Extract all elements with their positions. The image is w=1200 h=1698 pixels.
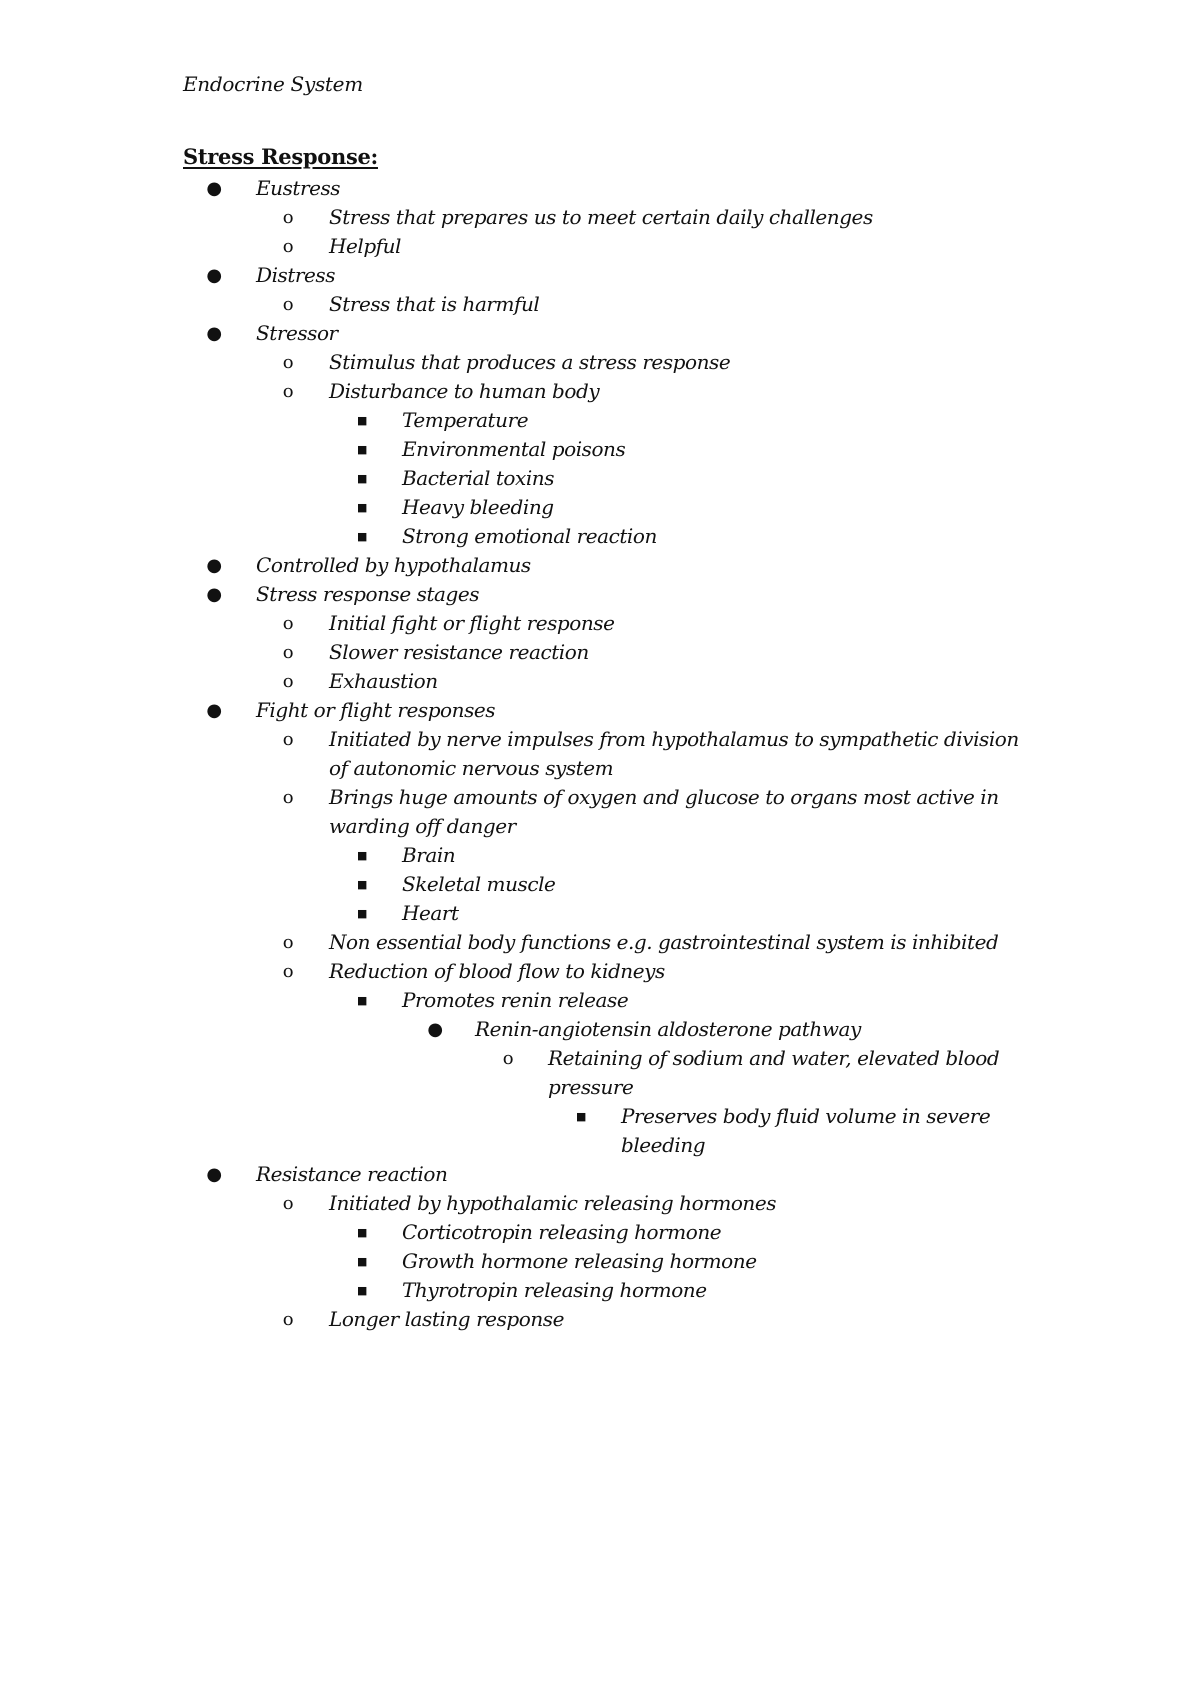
list-item-text: Skeletal muscle	[402, 872, 556, 896]
bullet-circle-icon: o	[282, 642, 294, 663]
list-item	[282, 1189, 1030, 1218]
list-item-text: Disturbance to human body	[329, 379, 600, 403]
list-item	[357, 841, 1030, 870]
list-item	[282, 609, 1030, 638]
list-item-text: Non essential body functions e.g. gastrointestinal system is inhibited	[329, 930, 999, 954]
list-item	[206, 319, 1030, 348]
bullet-circle-icon: o	[282, 381, 294, 402]
list-item-text: Brings huge amounts of oxygen and glucose to organs most active in warding off danger	[329, 785, 999, 838]
list-item-text: Initiated by nerve impulses from hypothalamus to sympathetic division of autonomic nervous system	[329, 727, 1019, 780]
bullet-circle-icon: o	[282, 613, 294, 634]
list-item	[282, 783, 1030, 841]
bullet-dot-icon: ●	[206, 700, 222, 721]
list-item-text: Promotes renin release	[402, 988, 629, 1012]
list-item-text: Eustress	[256, 176, 341, 200]
list-item-text: Reduction of blood flow to kidneys	[329, 959, 665, 983]
list-item	[282, 667, 1030, 696]
list-item-text: Renin-angiotensin aldosterone pathway	[475, 1017, 861, 1041]
bullet-square-icon: ■	[357, 907, 367, 920]
list-item	[206, 580, 1030, 609]
list-item-text: Bacterial toxins	[402, 466, 555, 490]
list-item-text: Stressor	[256, 321, 338, 345]
list-item	[282, 232, 1030, 261]
bullet-square-icon: ■	[357, 849, 367, 862]
bullet-square-icon: ■	[357, 878, 367, 891]
bullet-square-icon: ■	[357, 443, 367, 456]
bullet-square-icon: ■	[357, 994, 367, 1007]
list-item-text: Strong emotional reaction	[402, 524, 657, 548]
list-item-text: Temperature	[402, 408, 529, 432]
list-item	[206, 174, 1030, 203]
list-item	[357, 522, 1030, 551]
list-item-text: Heart	[402, 901, 459, 925]
bullet-dot-icon: ●	[206, 1164, 222, 1185]
list-item	[206, 1160, 1030, 1189]
bullet-square-icon: ■	[357, 501, 367, 514]
list-item-text: Stress that prepares us to meet certain daily challenges	[329, 205, 873, 229]
list-item-text: Retaining of sodium and water, elevated blood pressure	[548, 1046, 1000, 1099]
list-item-text: Heavy bleeding	[402, 495, 554, 519]
list-item-text: Slower resistance reaction	[329, 640, 589, 664]
bullet-dot-icon: ●	[427, 1019, 443, 1040]
list-item-text: Environmental poisons	[402, 437, 626, 461]
bullet-square-icon: ■	[357, 530, 367, 543]
bullet-circle-icon: o	[282, 1193, 294, 1214]
list-item	[502, 1044, 1030, 1102]
list-item	[282, 203, 1030, 232]
list-item	[357, 464, 1030, 493]
list-item-text: Distress	[256, 263, 336, 287]
list-item-text: Exhaustion	[329, 669, 438, 693]
list-item	[282, 957, 1030, 986]
bullet-circle-icon: o	[282, 294, 294, 315]
bullet-dot-icon: ●	[206, 265, 222, 286]
document-header: Endocrine System	[183, 72, 363, 96]
list-item	[357, 899, 1030, 928]
bullet-square-icon: ■	[357, 414, 367, 427]
list-item	[357, 435, 1030, 464]
list-item	[357, 493, 1030, 522]
bullet-circle-icon: o	[282, 671, 294, 692]
bullet-square-icon: ■	[576, 1110, 586, 1123]
list-item	[282, 638, 1030, 667]
list-item-text: Initiated by hypothalamic releasing hormones	[329, 1191, 777, 1215]
list-item-text: Stress response stages	[256, 582, 480, 606]
list-item	[282, 377, 1030, 406]
list-item-text: Resistance reaction	[256, 1162, 448, 1186]
list-item	[357, 1218, 1030, 1247]
list-item-text: Longer lasting response	[329, 1307, 564, 1331]
list-item	[576, 1102, 1030, 1160]
section-heading: Stress Response:	[183, 144, 378, 169]
list-item-text: Preserves body fluid volume in severe bleeding	[621, 1104, 991, 1157]
list-item	[357, 406, 1030, 435]
bullet-circle-icon: o	[282, 352, 294, 373]
list-item	[206, 551, 1030, 580]
list-item	[206, 696, 1030, 725]
list-item-text: Fight or flight responses	[256, 698, 496, 722]
list-item	[206, 261, 1030, 290]
bullet-dot-icon: ●	[206, 555, 222, 576]
list-item-text: Stress that is harmful	[329, 292, 540, 316]
list-item	[282, 928, 1030, 957]
list-item-text: Brain	[402, 843, 456, 867]
bullet-circle-icon: o	[282, 961, 294, 982]
bullet-circle-icon: o	[282, 729, 294, 750]
list-item-text: Thyrotropin releasing hormone	[402, 1278, 707, 1302]
bullet-square-icon: ■	[357, 472, 367, 485]
bullet-circle-icon: o	[282, 932, 294, 953]
list-item	[357, 1247, 1030, 1276]
bullet-circle-icon: o	[282, 207, 294, 228]
list-item	[282, 1305, 1030, 1334]
list-item-text: Corticotropin releasing hormone	[402, 1220, 722, 1244]
bullet-dot-icon: ●	[206, 323, 222, 344]
bullet-dot-icon: ●	[206, 178, 222, 199]
bullet-square-icon: ■	[357, 1226, 367, 1239]
bullet-circle-icon: o	[282, 1309, 294, 1330]
bullet-square-icon: ■	[357, 1255, 367, 1268]
list-item	[357, 870, 1030, 899]
list-item-text: Initial fight or flight response	[329, 611, 615, 635]
list-item	[357, 986, 1030, 1015]
list-item	[282, 725, 1030, 783]
bullet-square-icon: ■	[357, 1284, 367, 1297]
list-item-text: Growth hormone releasing hormone	[402, 1249, 757, 1273]
list-item-text: Helpful	[329, 234, 402, 258]
list-item-text: Stimulus that produces a stress response	[329, 350, 731, 374]
list-item	[427, 1015, 1030, 1044]
bullet-outline	[0, 174, 1200, 1334]
list-item-text: Controlled by hypothalamus	[256, 553, 531, 577]
bullet-circle-icon: o	[502, 1048, 514, 1069]
bullet-circle-icon: o	[282, 787, 294, 808]
bullet-dot-icon: ●	[206, 584, 222, 605]
list-item	[282, 290, 1030, 319]
list-item	[357, 1276, 1030, 1305]
list-item	[282, 348, 1030, 377]
bullet-circle-icon: o	[282, 236, 294, 257]
